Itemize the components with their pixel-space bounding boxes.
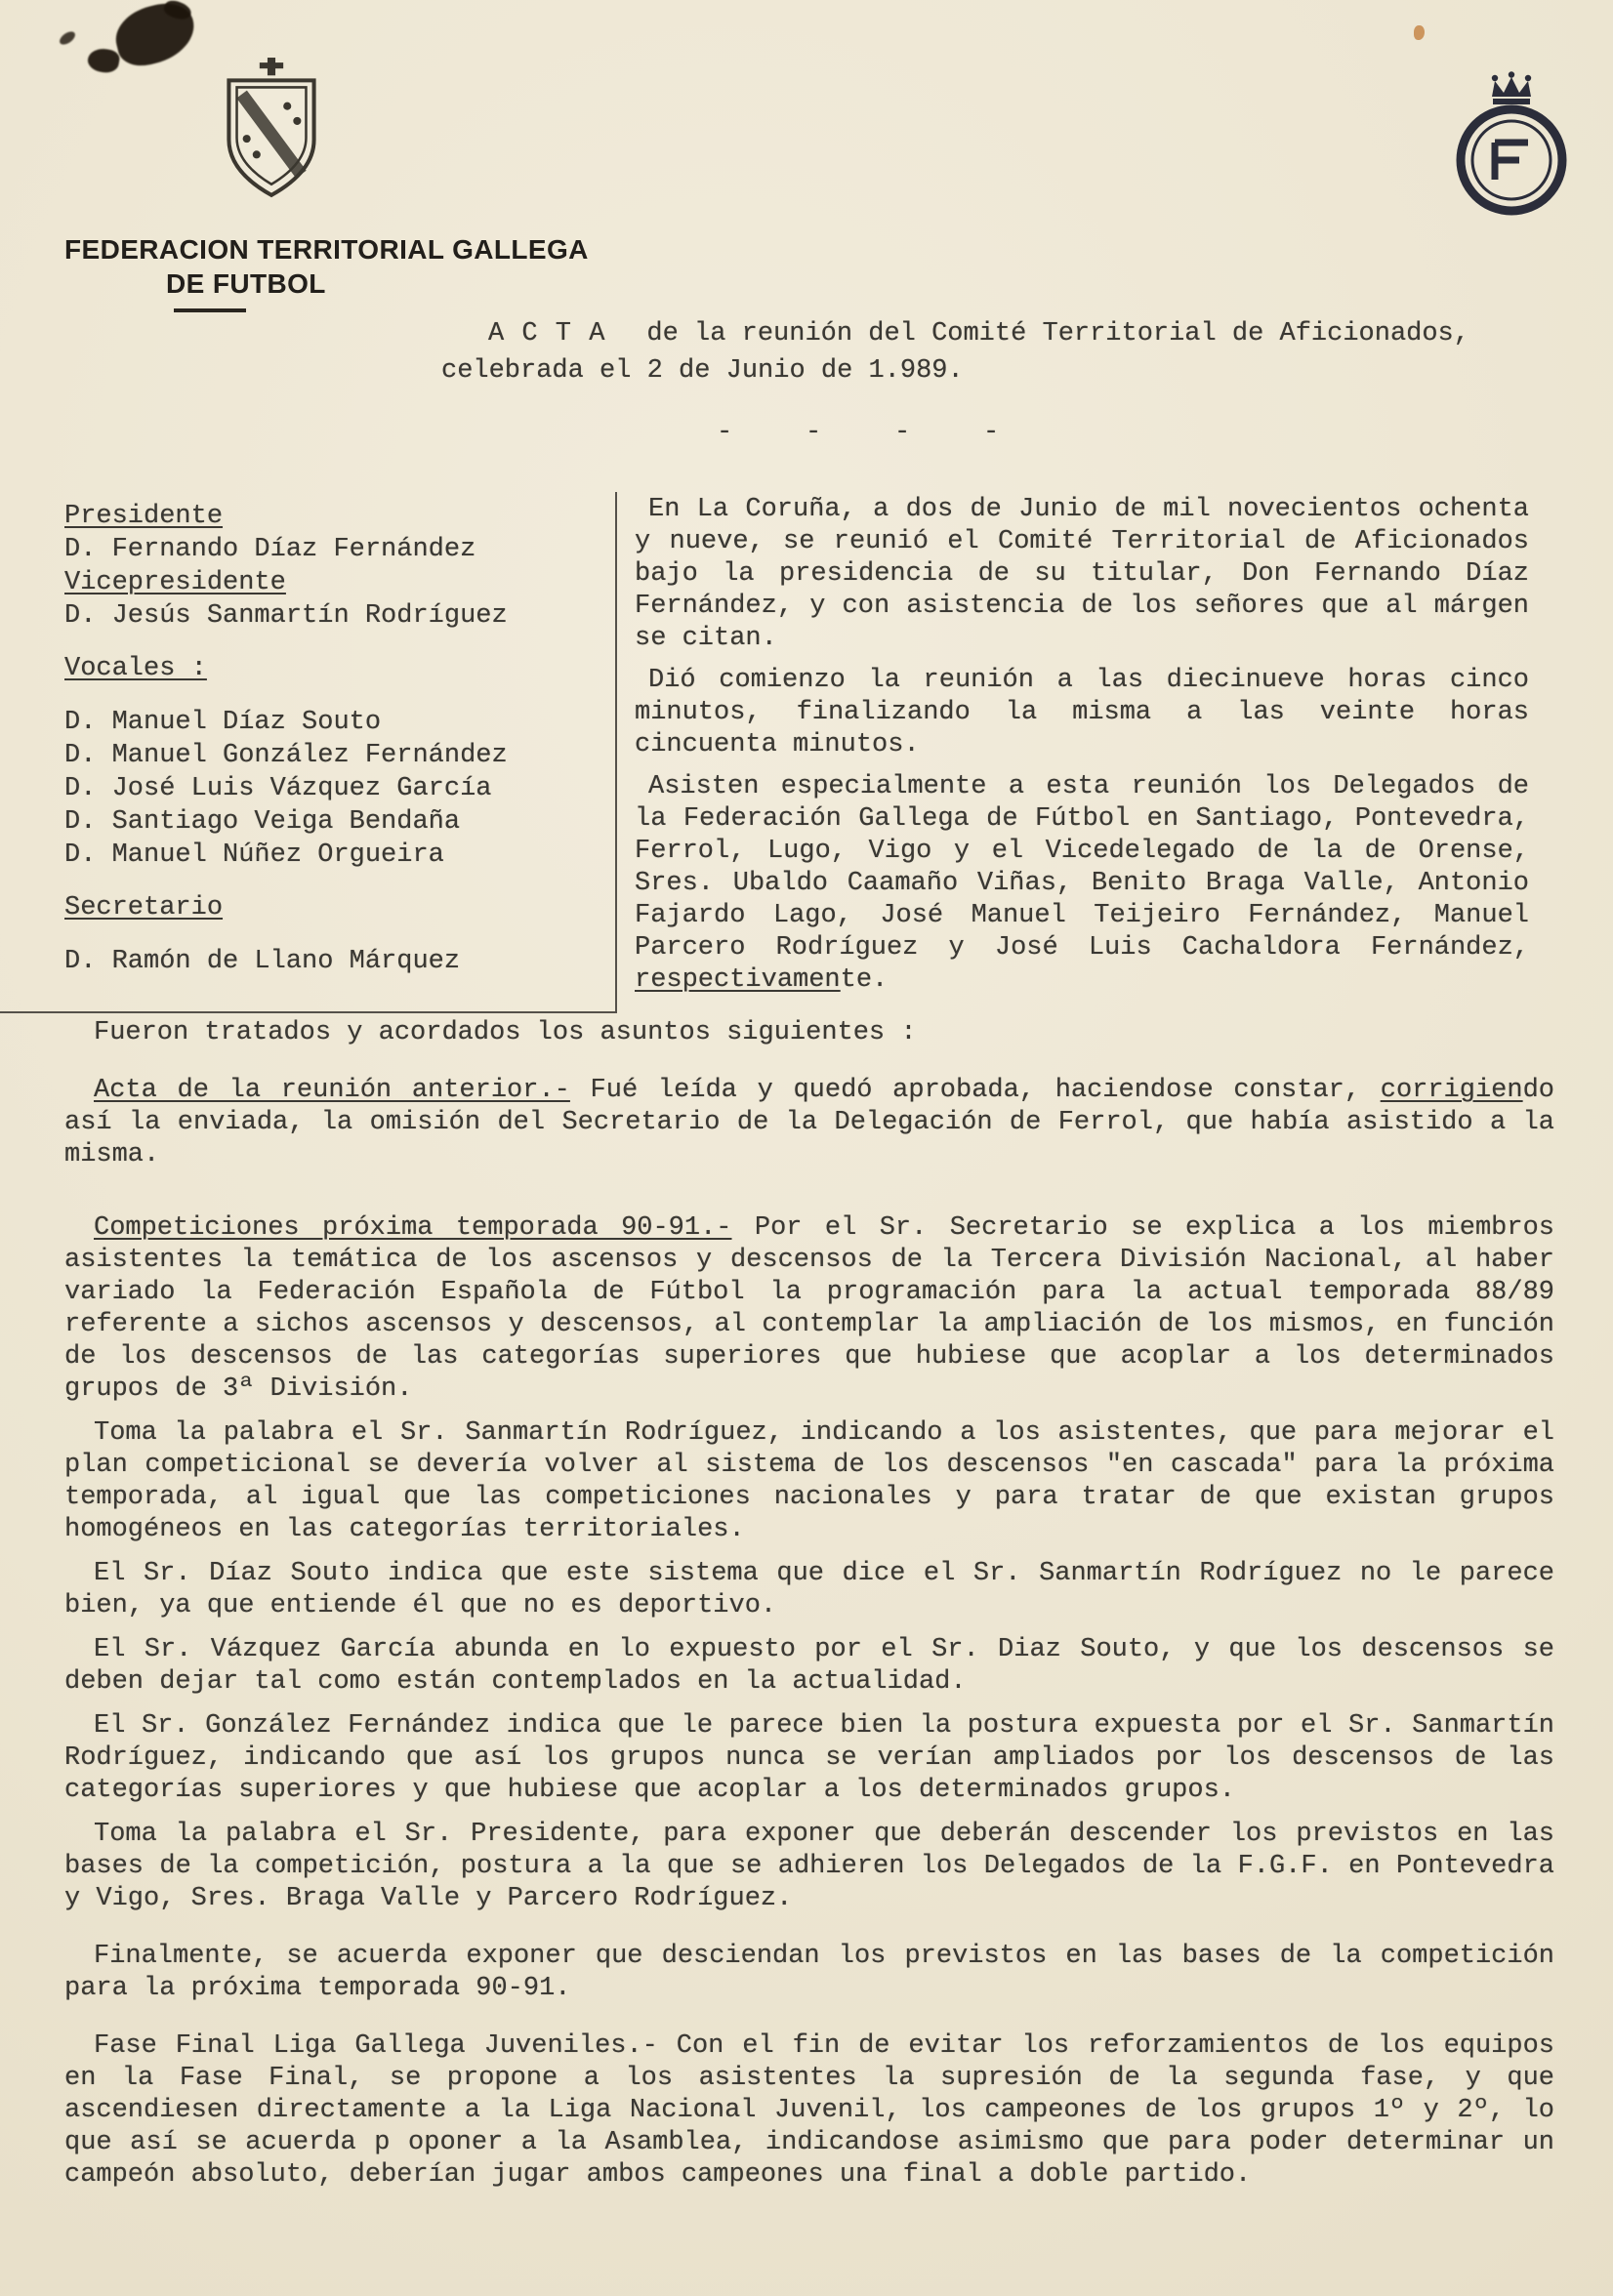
- letterhead-rule: [174, 308, 246, 312]
- body-paragraph: [64, 1212, 1554, 1406]
- role-label-text: Secretario: [64, 893, 224, 922]
- intro-paragraph: [635, 494, 1529, 655]
- body-paragraph: [64, 1558, 1554, 1622]
- body-paragraph: [64, 1075, 1554, 1171]
- role-label-text: Vicepresidente: [64, 568, 286, 597]
- body-paragraph: [64, 1710, 1554, 1807]
- attendee-name: D. José Luis Vázquez García: [64, 774, 492, 803]
- body-paragraph: [64, 1941, 1554, 2005]
- attendee-roster: [0, 492, 617, 1013]
- letterhead-line1: FEDERACION TERRITORIAL GALLEGA: [64, 234, 589, 265]
- body-paragraph: [64, 1819, 1554, 1915]
- intro-text-column: [617, 492, 1572, 1013]
- section-heading: Acta de la reunión anterior.-: [94, 1076, 570, 1105]
- body-paragraph: [64, 1634, 1554, 1699]
- paragraph-text: Toma la palabra el Sr. Presidente, para exponer que deberán descender los previstos en las bases de la competición, postura a la que se adhieren los Delegados de la F.G.F. en Pontevedra y Vigo, Sres. Braga Valle y Parcero Rodríguez.: [64, 1820, 1554, 1913]
- paragraph-text: El Sr. González Fernández indica que le parece bien la postura expuesta por el Sr. Sanmartín Rodríguez, indicando que así los grupos nunca se verían ampliados por los descensos de las categorías superiores y que hubiese que acoplar a los determinados grupos.: [64, 1711, 1554, 1805]
- attendees-and-intro-section: [0, 492, 1613, 1013]
- intro-paragraph: [635, 665, 1529, 761]
- role-label-text: Presidente: [64, 502, 224, 531]
- attendee-name: D. Fernando Díaz Fernández: [64, 535, 476, 564]
- title-line1-text: de la reunión del Comité Territorial de Aficionados,: [646, 319, 1469, 348]
- minutes-body: [64, 1017, 1554, 2192]
- role-label-text: Vocales :: [64, 654, 207, 683]
- paragraph-text: Fase Final Liga Gallega Juveniles.- Con el fin de evitar los reforzamientos de los equipos en la Fase Final, se propone a los asistentes la supresión de la segunda fase, y que ascendiesen directamente a la Liga Nacional Juvenil, los campeones de los grupos 1º y 2º, lo que así se acuerda p oponer a la Asamblea, indicandose asimismo que para poder determinar un campeón absoluto, deberían jugar ambos campeones una final a doble partido.: [64, 2031, 1554, 2190]
- attendee-name: D. Manuel González Fernández: [64, 741, 508, 770]
- role-label-president: [64, 501, 605, 533]
- paragraph-text: El Sr. Vázquez García abunda en lo expuesto por el Sr. Diaz Souto, y que los descensos se deben dejar tal como están contemplados en la actualidad.: [64, 1635, 1554, 1697]
- body-paragraph: [64, 1417, 1554, 1546]
- acta-heading: A C T A: [488, 319, 606, 348]
- paragraph-text: Fué leída y quedó aprobada, haciendose constar,: [569, 1076, 1381, 1105]
- attendee-name: D. Manuel Díaz Souto: [64, 708, 382, 737]
- federation-crest-icon: [217, 55, 326, 203]
- paragraph-text: do así la enviada, la omisión del Secretario de la Delegación de Ferrol, que había asistido a la misma.: [64, 1076, 1554, 1169]
- underlined-word: respectivamen: [635, 965, 841, 995]
- paragraph-text: Dió comienzo la reunión a las diecinueve horas cinco minutos, finalizando la misma a las veinte horas cincuenta minutos.: [635, 666, 1529, 759]
- role-label-vicepresident: [64, 567, 605, 599]
- attendee-name: D. Jesús Sanmartín Rodríguez: [64, 601, 508, 631]
- ink-stain: [86, 46, 121, 74]
- paragraph-text: En La Coruña, a dos de Junio de mil novecientos ochenta y nueve, se reunió el Comité Territorial de Aficionados bajo la presidencia de su titular, Don Fernando Díaz Fernández, y con asistencia de los señores que al márgen se citan.: [635, 495, 1529, 653]
- role-label-vocales: [64, 653, 605, 685]
- underlined-word: corrigien: [1380, 1076, 1523, 1105]
- ink-stain: [58, 29, 77, 48]
- title-line1: [441, 318, 1469, 350]
- title-line2: celebrada el 2 de Junio de 1.989.: [441, 356, 964, 386]
- body-paragraph: [64, 2030, 1554, 2192]
- paper-speck: [1414, 25, 1425, 40]
- attendee-name: D. Santiago Veiga Bendaña: [64, 807, 461, 837]
- letterhead: [64, 234, 589, 312]
- paragraph-text: Asisten especialmente a esta reunión los Delegados de la Federación Gallega de Fútbol en Santiago, Pontevedra, Ferrol, Lugo, Vigo y el Vicedelegado de la de Orense, Sres. Ubaldo Caamaño Viñas, Benito Braga Valle, Antonio Fajardo Lago, José Manuel Teijeiro Fernández, Manuel Parcero Rodríguez y José Luis Cachaldora Fernández,: [635, 772, 1529, 963]
- intro-paragraph: [635, 771, 1529, 997]
- paragraph-text: El Sr. Díaz Souto indica que este sistema que dice el Sr. Sanmartín Rodríguez no le parece bien, ya que entiende él que no es deportivo.: [64, 1559, 1554, 1620]
- paragraph-text: Finalmente, se acuerda exponer que desciendan los previstos en las bases de la competición para la próxima temporada 90-91.: [64, 1942, 1554, 2003]
- royal-federation-seal-icon: [1443, 70, 1580, 217]
- title-block: [441, 318, 1469, 449]
- paragraph-text: Toma la palabra el Sr. Sanmartín Rodríguez, indicando a los asistentes, que para mejorar el plan competicional se devería volver al sistema de los descensos "en cascada" para la próxima temporada, al igual que las competiciones nacionales y para tratar de que existan grupos homogéneos en las categorías territoriales.: [64, 1418, 1554, 1544]
- section-heading: Competiciones próxima temporada 90-91.-: [94, 1213, 732, 1243]
- dash-separator: - - - -: [717, 418, 1002, 447]
- attendee-name: D. Manuel Núñez Orgueira: [64, 840, 444, 870]
- opening-line: Fueron tratados y acordados los asuntos siguientes :: [94, 1018, 917, 1047]
- paragraph-text: te.: [840, 965, 889, 995]
- paragraph-text: Por el Sr. Secretario se explica a los miembros asistentes la temática de los ascensos y descensos de la Tercera División Nacional, al haber variado la Federación Española de Fútbol la programación para la actual temporada 88/89 referente a sichos ascensos y descensos, al contemplar la ampliación de los mismos, en función de los descensos de las categorías superiores que hubiese que acoplar a los determinados grupos de 3ª División.: [64, 1213, 1554, 1404]
- attendee-name: D. Ramón de Llano Márquez: [64, 947, 461, 976]
- role-label-secretary: [64, 892, 605, 924]
- letterhead-line2: DE FUTBOL: [166, 268, 326, 299]
